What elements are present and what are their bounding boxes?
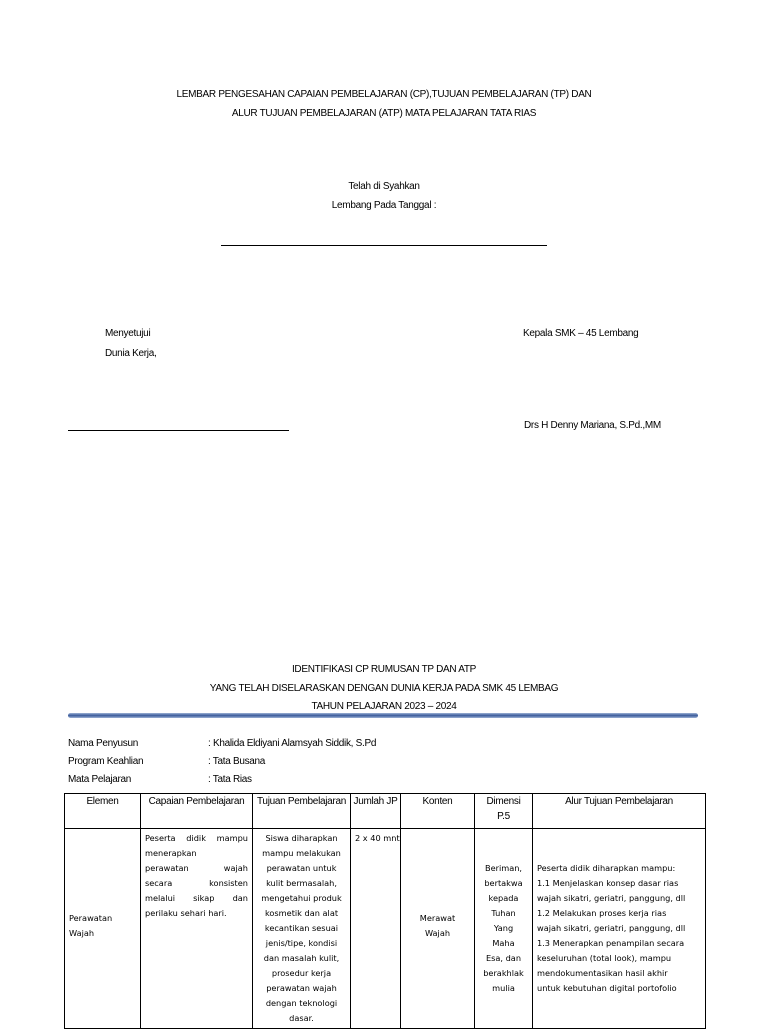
principal-title: Kepala SMK – 45 Lembang: [523, 328, 639, 339]
atp-line: wajah sikatri, geriatri, panggung, dll: [537, 923, 686, 933]
tp-line: mengetahui produk: [261, 893, 342, 903]
dimensi-line: berakhlak: [483, 968, 524, 978]
atp-line: untuk kebutuhan digital portofolio: [537, 983, 677, 993]
program-value: : Tata Busana: [208, 756, 266, 767]
tp-line: dasar.: [289, 1013, 314, 1023]
document-title-line1: LEMBAR PENGESAHAN CAPAIAN PEMBELAJARAN (CP),TUJUAN PEMBELAJARAN (TP) DAN: [176, 89, 592, 100]
tp-line: prosedur kerja: [271, 968, 332, 978]
industry-signature-line: [68, 430, 289, 431]
konten-line: Merawat: [419, 913, 456, 923]
header-konten: Konten: [401, 794, 475, 829]
cell-elemen: [65, 829, 141, 1029]
program-label: Program Keahlian: [68, 756, 144, 767]
atp-line: Peserta didik diharapkan mampu:: [537, 863, 676, 873]
cp-line: melalui sikap dan: [145, 893, 248, 903]
tp-line: mampu melakukan: [262, 848, 341, 858]
identification-title-line3: TAHUN PELAJARAN 2023 – 2024: [311, 701, 457, 712]
tp-line: kecantikan sesuai: [264, 923, 339, 933]
document-title-line2: ALUR TUJUAN PEMBELAJARAN (ATP) MATA PELAJARAN TATA RIAS: [231, 108, 537, 119]
dimensi-line: bertakwa: [484, 878, 523, 888]
tp-line: perawatan wajah: [266, 983, 337, 993]
ratification-date-label: Lembang Pada Tanggal :: [331, 200, 437, 211]
dimensi-line: Maha: [492, 938, 515, 948]
cp-line: perilaku sehari hari.: [145, 908, 227, 918]
tp-line: Siswa diharapkan: [265, 833, 338, 843]
dimensi-line: Beriman,: [484, 863, 523, 873]
industry-label: Dunia Kerja,: [105, 348, 157, 359]
cell-alur: [533, 829, 706, 1029]
header-elemen: Elemen: [65, 794, 141, 829]
dimensi-line: Esa, dan: [485, 953, 522, 963]
tp-line: perawatan untuk: [266, 863, 337, 873]
ratification-text: Telah di Syahkan: [348, 181, 420, 192]
atp-line: 1.1 Menjelaskan konsep dasar rias: [537, 878, 679, 888]
header-jumlah-jp: Jumlah JP: [351, 794, 401, 829]
header-dimensi-line1: Dimensi: [486, 796, 521, 807]
cell-dimensi: [475, 829, 533, 1029]
date-signature-line: [221, 245, 547, 246]
tp-line: dengan teknologi: [265, 998, 338, 1008]
elemen-line: Perawatan: [69, 913, 113, 923]
konten-line: Wajah: [424, 928, 451, 938]
principal-name: Drs H Denny Mariana, S.Pd.,MM: [524, 420, 661, 431]
header-dimensi-line2: P.5: [497, 811, 510, 822]
atp-line: 1.3 Menerapkan penampilan secara: [537, 938, 685, 948]
identification-title-line1: IDENTIFIKASI CP RUMUSAN TP DAN ATP: [291, 664, 477, 675]
identification-title-line2: YANG TELAH DISELARASKAN DENGAN DUNIA KERJA PADA SMK 45 LEMBAG: [209, 683, 559, 694]
header-tujuan: Tujuan Pembelajaran: [253, 794, 351, 829]
atp-line: 1.2 Melakukan proses kerja rias: [537, 908, 667, 918]
section-divider: [68, 713, 698, 718]
cp-tp-atp-table: [64, 793, 706, 1029]
cell-tujuan: [253, 829, 351, 1029]
cp-line: Peserta didik mampu: [145, 833, 248, 843]
tp-line: kosmetik dan alat: [264, 908, 339, 918]
subject-value: : Tata Rias: [208, 774, 252, 785]
dimensi-line: Tuhan: [491, 908, 516, 918]
author-value: : Khalida Eldiyani Alamsyah Siddik, S.Pd: [208, 738, 377, 749]
dimensi-line: Yang: [493, 923, 514, 933]
table-row: [65, 829, 706, 1029]
cell-capaian: [141, 829, 253, 1029]
author-label: Nama Penyusun: [68, 738, 139, 749]
atp-line: keseluruhan (total look), mampu: [537, 953, 672, 963]
elemen-line: Wajah: [69, 928, 95, 938]
tp-line: dan masalah kulit,: [263, 953, 340, 963]
tp-line: kulit bermasalah,: [266, 878, 337, 888]
approval-label: Menyetujui: [105, 328, 151, 339]
header-dimensi: [475, 794, 533, 829]
header-alur: Alur Tujuan Pembelajaran: [533, 794, 706, 829]
dimensi-line: mulia: [492, 983, 515, 993]
header-capaian: Capaian Pembelajaran: [141, 794, 253, 829]
cell-konten: [401, 829, 475, 1029]
cp-line: secara konsisten: [145, 878, 248, 888]
subject-label: Mata Pelajaran: [68, 774, 132, 785]
dimensi-line: kepada: [488, 893, 519, 903]
table-header-row: [65, 794, 706, 829]
cp-line: perawatan wajah: [145, 863, 248, 873]
cp-line: menerapkan: [145, 848, 197, 858]
cell-jumlah-jp: [351, 829, 401, 1029]
atp-line: wajah sikatri, geriatri, panggung, dll: [537, 893, 686, 903]
tp-line: jenis/tipe, kondisi: [265, 938, 338, 948]
jp-value: 2 x 40 mnt: [355, 833, 400, 843]
atp-line: mendokumentasikan hasil akhir: [537, 968, 668, 978]
